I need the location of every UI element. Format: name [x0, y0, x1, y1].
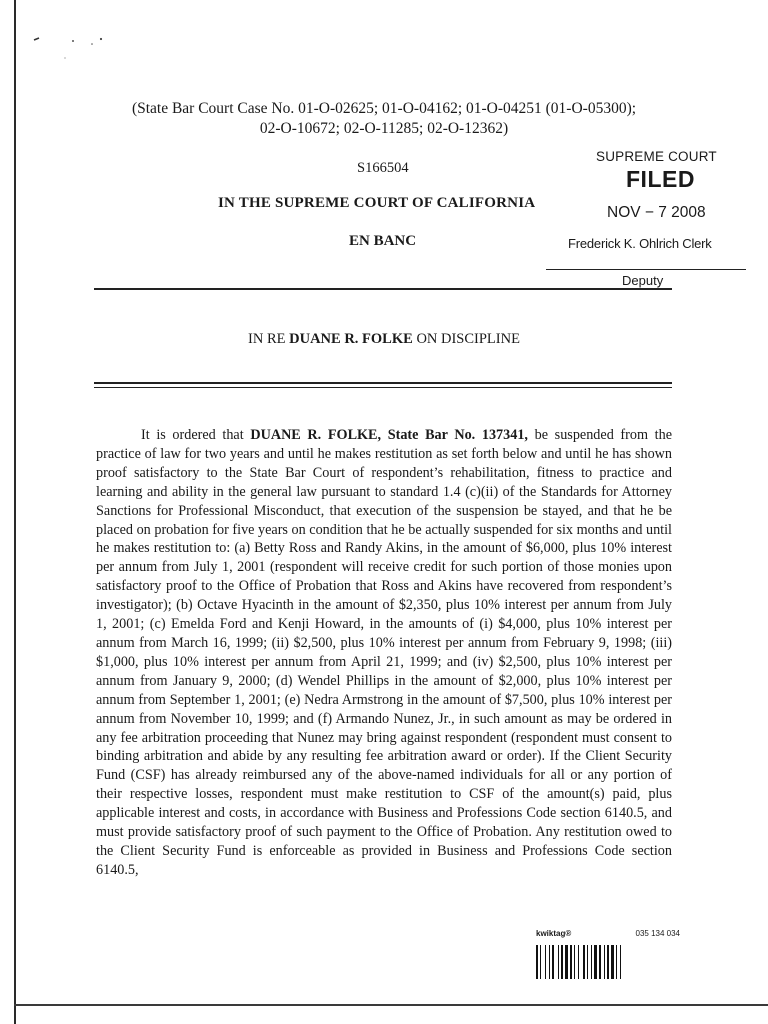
order-paragraph	[96, 426, 672, 880]
barcode-bar	[620, 945, 621, 979]
page-edge	[14, 0, 16, 1024]
barcode-bar	[599, 945, 601, 979]
barcode-bar	[565, 945, 568, 979]
barcode-bars	[536, 945, 680, 979]
barcode-bar	[570, 945, 572, 979]
stamp-court: SUPREME COURT	[596, 149, 717, 164]
header-rule	[94, 288, 672, 290]
kwiktag-barcode	[536, 929, 680, 1001]
barcode-bar	[611, 945, 614, 979]
barcode-bar	[540, 945, 541, 979]
barcode-bar	[578, 945, 579, 979]
barcode-bar	[604, 945, 605, 979]
stamp-date: NOV − 7 2008	[607, 204, 706, 221]
page-bottom-edge	[14, 1004, 768, 1006]
barcode-bar	[583, 945, 585, 979]
barcode-bar	[536, 945, 538, 979]
barcode-bar	[561, 945, 563, 979]
stamp-filed: FILED	[626, 166, 695, 192]
caption-name: DUANE R. FOLKE	[289, 331, 413, 347]
stamp-clerk: Frederick K. Ohlrich Clerk	[568, 236, 712, 251]
stamp-signature-line	[546, 269, 746, 270]
barcode-bar	[594, 945, 597, 979]
order-intro: It is ordered that	[141, 427, 244, 443]
barcode-bar	[549, 945, 550, 979]
order-text: be suspended from the practice of law for two years and until he makes restitution as set forth below and until he has shown proof satisfactory to the State Bar Court of respondent’s rehabilitation, fitness to practice and learning and ability in the general law pursuant to standard 1.4 (c)(ii) of the Standards for Attorney Sanctions for Professional Misconduct, that execution of the suspension be stayed, and that he be placed on probation for five years on condition that he be actually suspended for six months and until he makes restitution to: (a) Betty Ross and Randy Akins, in the amount of $6,000, plus 10% interest per annum from July 1, 2001 (respondent will receive credit for such portion of those monies upon satisfactory proof to the Office of Probation that Ross and Akins have recovered from respondent’s investigator); (b) Octave Hyacinth in the amount of $2,350, plus 10% interest per annum from July 1, 2001; (c) Emelda Ford and Kenji Howard, in the amounts of (i) $4,000, plus 10% interest per annum from March 16, 1999; (ii) $2,500, plus 10% interest per annum from February 9, 1998; (iii) $1,000, plus 10% interest per annum from April 21, 1999; and (iv) $2,500, plus 10% interest per annum from January 9, 2000; (d) Wendel Phillips in the amount of $2,000, plus 10% interest per annum from September 1, 2001; (e) Nedra Armstrong in the amount of $7,500, plus 10% interest per annum from November 10, 1999; and (f) Armando Nunez, Jr., in such amount as may be ordered in any fee arbitration proceeding that Nunez may bring against respondent (respondent must consent to binding arbitration and abide by any resulting fee arbitration award or order). If the Client Security Fund (CSF) has already reimbursed any of the above-named individuals for all or any portion of their respective losses, respondent must make restitution to CSF of the amount(s) paid, plus applicable interest and costs, in accordance with Business and Professions Code section 6140.5, and must provide satisfactory proof of such payment to the Office of Probation. Any restitution owed to the Client Security Fund is enforceable as provided in Business and Professions Code section 6140.5,	[96, 427, 672, 878]
barcode-bar	[607, 945, 609, 979]
barcode-bar	[616, 945, 617, 979]
scan-specks	[30, 32, 120, 62]
barcode-bar	[552, 945, 554, 979]
docket-number: S166504	[357, 160, 409, 176]
case-caption	[0, 331, 768, 348]
caption-suffix: ON DISCIPLINE	[416, 331, 520, 347]
barcode-bar	[574, 945, 575, 979]
court-title: IN THE SUPREME COURT OF CALIFORNIA	[218, 195, 536, 211]
barcode-bar	[591, 945, 592, 979]
barcode-brand: kwiktag®	[536, 929, 572, 938]
case-numbers-line-1: (State Bar Court Case No. 01-O-02625; 01-O-04162; 01-O-04251 (01-O-05300);	[131, 100, 637, 117]
barcode-bar	[545, 945, 546, 979]
barcode-bar	[587, 945, 588, 979]
caption-prefix: IN RE	[248, 331, 286, 347]
barcode-number: 035 134 034	[635, 929, 680, 938]
case-numbers-line-2: 02-O-10672; 02-O-11285; 02-O-12362)	[259, 120, 509, 137]
caption-rule-top	[94, 382, 672, 384]
stamp-deputy: Deputy	[622, 273, 664, 288]
order-respondent: DUANE R. FOLKE, State Bar No. 137341,	[250, 427, 528, 443]
barcode-bar	[558, 945, 559, 979]
order-body	[96, 426, 672, 880]
en-banc-heading: EN BANC	[349, 233, 417, 249]
caption-rule-bottom	[94, 387, 672, 388]
